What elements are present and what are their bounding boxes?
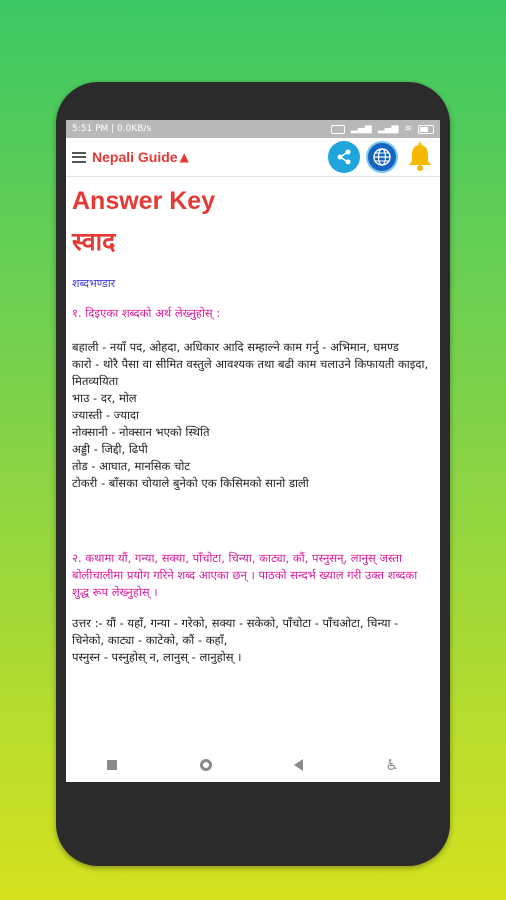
nepal-flag-icon: ▲ [179,150,189,164]
app-bar [66,138,440,177]
share-button[interactable] [328,141,360,173]
signal-icon-2: ▂▄▆ [377,124,399,134]
answer-line: कारो - थोरै पैसा वा सीमित वस्तुले आवश्यक तथा बढी काम चलाउने किफायती काइदा, मितव्ययिता [72,357,429,388]
recent-apps-icon[interactable] [107,760,117,770]
question-1: १. दिइएका शब्दको अर्थ लेख्नुहोस् : [72,306,221,320]
notification-button[interactable] [404,141,436,173]
wifi-icon: ≋ [404,124,412,134]
back-icon[interactable] [294,759,303,771]
answer-line: बहाली - नयाँ पद, ओहदा, अधिकार आदि सम्हाल्ने काम गर्नु - अभिमान, घमण्ड [72,340,399,354]
bell-icon [406,142,434,172]
lesson-title: स्वाद [72,227,116,256]
answer-line: ज्यास्ती - ज्यादा [72,408,140,422]
answer-list-1 [72,339,434,492]
vibrate-icon [331,125,345,134]
battery-icon [418,125,434,134]
system-nav-bar [66,748,440,782]
question-2: २. कथामा यौं, गन्या, सक्या, पाँचोटा, चिन्या, काट्या, कौं, पस्नुसन्, लानुस् जस्ता बोलीचालीमा प्रयोग गरिने शब्द आएका छन् । पाठको सन्दर्भ ख्याल गरी उक्त शब्दका शुद्ध रूप लेख्नुहोस् । [72,551,418,599]
page-heading: Answer Key [72,187,216,215]
app-screen [66,120,440,782]
status-icons [331,124,434,134]
accessibility-icon[interactable]: ♿ [385,756,399,774]
status-time: 5:51 PM | 0.0KB/s [72,124,152,134]
section-label: शब्दभण्डार [72,277,116,290]
answer-line: तोड - आघात, मानसिक चोट [72,459,191,473]
status-bar [66,120,440,138]
answer-line: अड्डी - जिद्दी, ढिपी [72,442,148,456]
app-title: Nepali Guide [92,149,178,165]
answer-list-2 [72,615,434,666]
answer-line: उत्तर :- यौं - यहाँ, गन्या - गरेको, सक्या - सकेको, पाँचोटा - पाँचओटा, चिन्या - चिनेको, काट्या - काटेको, कौं - कहाँ, [72,616,399,647]
globe-icon [372,147,392,167]
home-icon[interactable] [200,759,212,771]
language-button[interactable] [366,141,398,173]
answer-line: भाउ - दर, मोल [72,391,137,405]
signal-icon: ▂▄▆ [350,124,372,134]
answer-line: टोकरी - बाँसका चोयाले बुनेको एक किसिमको सानो डाली [72,476,309,490]
answer-line: नोक्सानी - नोक्सान भएको स्थिति [72,425,210,439]
share-icon [335,148,353,166]
answer-line: पस्नुस्न - पस्नुहोस् न, लानुस् - लानुहोस् । [72,650,242,664]
content-area [66,177,440,666]
hamburger-menu-icon[interactable] [72,152,86,163]
appbar-actions [328,141,436,173]
